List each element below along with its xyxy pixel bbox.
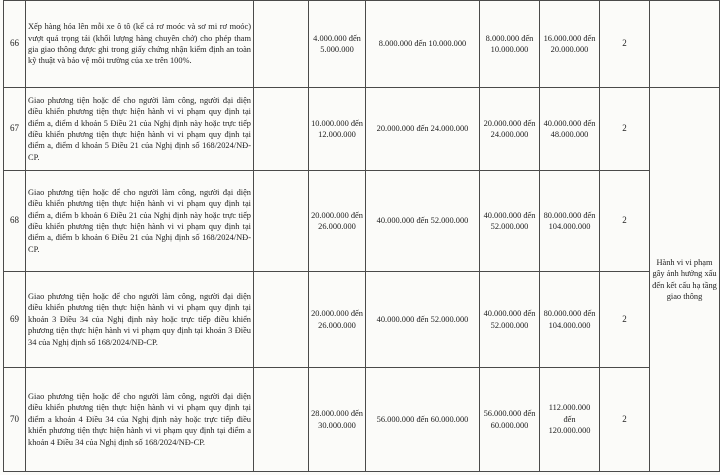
fine-new-min: 40.000.000 đến 52.000.000 (480, 272, 540, 368)
table-row (4, 171, 720, 272)
empty-cell (254, 272, 309, 368)
fine-new-max: 112.000.000 đến 120.000.000 (540, 368, 600, 472)
row-number: 70 (4, 368, 26, 472)
violation-description: Giao phương tiện hoặc để cho người làm công, người đại diện điều khiển phương tiện thực hiện hành vi vi phạm quy định tại điểm a, điểm d khoản 5 Điều 21 của Nghị định này hoặc trực tiếp điều khiển phương tiện thực hiện hành vi vi phạm quy định tại điểm a, điểm d khoản 5 Điều 21 của Nghị định số 168/2024/NĐ-CP. (26, 88, 254, 171)
points-deducted: 2 (600, 171, 650, 272)
table-row (4, 1, 720, 88)
fine-new-max: 16.000.000 đến 20.000.000 (540, 1, 600, 88)
violation-description: Giao phương tiện hoặc để cho người làm công, người đại diện điều khiển phương tiện thực hiện hành vi vi phạm quy định tại điểm a, điểm b khoản 6 Điều 21 của Nghị định này hoặc trực tiếp điều khiển phương tiện thực hiện hành vi vi phạm quy định tại điểm a, điểm b khoản 6 Điều 21 của Nghị định số 168/2024/NĐ-CP. (26, 171, 254, 272)
fines-table (3, 0, 720, 472)
empty-cell (254, 368, 309, 472)
points-deducted: 2 (600, 272, 650, 368)
fine-current-max: 56.000.000 đến 60.000.000 (366, 368, 480, 472)
fine-current-min: 28.000.000 đến 30.000.000 (309, 368, 366, 472)
violation-description: Giao phương tiện hoặc để cho người làm công, người đại diện điều khiển phương tiện thực hiện hành vi vi phạm quy định tại điểm a khoản 4 Điều 34 của Nghị định này hoặc trực tiếp điều khiển phương tiện thực hiện hành vi vi phạm quy định tại điểm a khoản 4 Điều 34 của Nghị định số 168/2024/NĐ-CP. (26, 368, 254, 472)
table-row (4, 368, 720, 472)
fine-current-min: 20.000.000 đến 26.000.000 (309, 272, 366, 368)
empty-cell (650, 1, 720, 88)
empty-cell (254, 1, 309, 88)
points-deducted: 2 (600, 1, 650, 88)
empty-cell (254, 88, 309, 171)
row-number: 67 (4, 88, 26, 171)
fine-current-max: 40.000.000 đến 52.000.000 (366, 272, 480, 368)
points-deducted: 2 (600, 368, 650, 472)
row-number: 68 (4, 171, 26, 272)
fine-new-min: 8.000.000 đến 10.000.000 (480, 1, 540, 88)
points-deducted: 2 (600, 88, 650, 171)
fine-new-min: 56.000.000 đến 60.000.000 (480, 368, 540, 472)
violation-group-label: Hành vi vi phạm gây ảnh hưởng xấu đến kết cấu hạ tầng giao thông (650, 88, 720, 472)
table-row (4, 88, 720, 171)
row-number: 66 (4, 1, 26, 88)
row-number: 69 (4, 272, 26, 368)
fine-current-max: 20.000.000 đến 24.000.000 (366, 88, 480, 171)
fine-new-max: 40.000.000 đến 48.000.000 (540, 88, 600, 171)
fine-new-min: 20.000.000 đến 24.000.000 (480, 88, 540, 171)
fine-current-min: 4.000.000 đến 5.000.000 (309, 1, 366, 88)
fine-current-max: 40.000.000 đến 52.000.000 (366, 171, 480, 272)
violation-description: Giao phương tiện hoặc để cho người làm công, người đại diện điều khiển phương tiện thực hiện hành vi vi phạm quy định tại khoản 3 Điều 34 của Nghị định này hoặc trực tiếp điều khiển phương tiện thực hiện hành vi vi phạm quy định tại khoản 3 Điều 34 của Nghị định số 168/2024/NĐ-CP. (26, 272, 254, 368)
fine-current-max: 8.000.000 đến 10.000.000 (366, 1, 480, 88)
table-row (4, 272, 720, 368)
fine-new-min: 40.000.000 đến 52.000.000 (480, 171, 540, 272)
violation-description: Xếp hàng hóa lên mỗi xe ô tô (kể cả rơ moóc và sơ mi rơ moóc) vượt quá trọng tải (khối lượng hàng chuyên chở) cho phép tham gia giao thông được ghi trong giấy chứng nhận kiểm định an toàn kỹ thuật và bảo vệ môi trường của xe trên 100%. (26, 1, 254, 88)
fine-current-min: 20.000.000 đến 26.000.000 (309, 171, 366, 272)
empty-cell (254, 171, 309, 272)
fine-new-max: 80.000.000 đến 104.000.000 (540, 272, 600, 368)
fine-new-max: 80.000.000 đến 104.000.000 (540, 171, 600, 272)
fine-current-min: 10.000.000 đến 12.000.000 (309, 88, 366, 171)
